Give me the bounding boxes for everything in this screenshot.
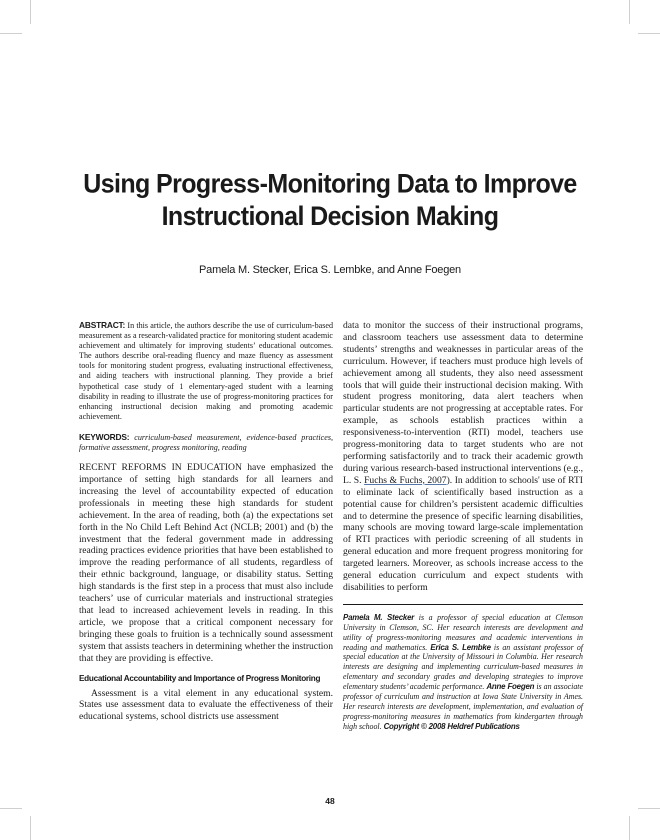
- keywords-text: curriculum-based measurement, evidence-based practices, formative assessment, progress monitoring, reading: [79, 432, 333, 453]
- copyright-notice: Copyright © 2008 Heldref Publications: [383, 721, 520, 731]
- abstract-text: In this article, the authors describe the use of curriculum-based measurement as a research-validated practice for monitoring student academic achievement and ultimately for improving students’ educational outcomes. The authors describe oral-reading fluency and maze fluency as assessment tools for monitoring student progress, evaluating instructional effectiveness, and aiding teachers with instructional planning. They provide a brief hypothetical case study of 1 elementary-aged student with a learning disability in reading to illustrate the use of progress-monitoring practices for enhancing instructional decision making and promoting academic achievement.: [79, 321, 333, 421]
- left-column: [79, 320, 333, 723]
- crop-mark: [629, 816, 630, 840]
- section-paragraph: Assessment is a vital element in any educational system. States use assessment data to evaluate the effectiveness of their educational systems, school districts use assessment: [79, 687, 333, 723]
- section-heading: Educational Accountability and Importance of Progress Monitoring: [79, 673, 321, 683]
- abstract-label: ABSTRACT:: [79, 320, 126, 330]
- crop-mark: [629, 0, 630, 24]
- crop-mark: [638, 808, 660, 809]
- keywords-label: KEYWORDS:: [79, 431, 130, 442]
- article-title: [60, 168, 600, 233]
- keywords: [79, 432, 333, 453]
- crop-mark: [0, 808, 22, 809]
- author2-name: Erica S. Lembke: [430, 642, 491, 652]
- intro-paragraph: RECENT REFORMS IN EDUCATION have emphasized the importance of setting high standards for all learners and increasing the level of accountability expected of education professionals in meeting these high standards for student achievement. In the area of reading, both (a) the expectations set forth in the No Child Left Behind Act (NCLB; 2001) and (b) the investment that the federal government made in addressing reading practices evidence priorities that have been established to improve the reading performance of all students, regardless of their ethnic background, language, or disability status. Setting high standards is the first step in a process that must also include teachers’ use of curricular materials and instructional strategies that lead to increased achievement levels in reading. In this article, we propose that a critical component necessary for bringing these goals to fruition is a technically sound assessment system that assists teachers in determining whether the instruction that they are providing is effective.: [79, 462, 333, 664]
- right-text-part-2: ). In addition to schools' use of RTI to eliminate lack of scientifically based instruction as a potential cause for children’s persistent academic difficulties and to determine the presence of specific learning disabilities, many schools are moving toward large-scale implementation of RTI practices with periodic screening of all students in general education and more frequent progress monitoring for targeted learners. Moreover, as schools increase access to the general education curriculum and expect students with disabilities to perform: [343, 474, 583, 593]
- author1-bio: is a professor of special education at Clemson University in Clemson, SC. Her research interests are development and utility of progress-monitoring measures and academic interventions in reading and mathematics.: [343, 612, 583, 652]
- right-column-paragraph: [343, 320, 583, 594]
- crop-mark: [30, 816, 31, 840]
- citation-link[interactable]: Fuchs & Fuchs, 2007: [364, 474, 447, 486]
- author-list: Pamela M. Stecker, Erica S. Lembke, and Anne Foegen: [199, 264, 461, 276]
- footnote-divider: [343, 604, 583, 605]
- author2-bio: is an assistant professor of special education at the University of Missouri in Columbia. Her research interests are designing and implementing curriculum-based measures in elementary and secondary grades and developing strategies to improve elementary students’ academic performance.: [343, 642, 583, 692]
- author-footnote: [343, 613, 583, 732]
- author3-name: Anne Foegen: [486, 682, 535, 692]
- crop-mark: [638, 33, 660, 34]
- abstract: [79, 320, 333, 422]
- crop-mark: [30, 0, 31, 24]
- author1-name: Pamela M. Stecker: [343, 612, 415, 622]
- crop-mark: [0, 33, 22, 34]
- right-column: [343, 320, 583, 732]
- right-text-part-1: data to monitor the success of their instructional programs, and classroom teachers use assessment data to determine students’ strengths and weaknesses in particular areas of the curriculum. However, if teachers must produce high levels of achievement among all students, they also need assessment tools that will guide their instructional decision making. With student progress monitoring, data alert teachers when particular students are not progressing at acceptable rates. For example, as schools establish practices within a responsiveness-to-intervention (RTI) model, teachers use progress-monitoring data to target students who are not performing satisfactorily and to track their academic growth during various research-based instructional interventions (e.g., L. S.: [343, 320, 583, 486]
- title-line-1: Using Progress-Monitoring Data to Improve: [83, 168, 577, 199]
- title-line-2: Instructional Decision Making: [161, 201, 499, 232]
- page-number: 48: [325, 796, 335, 806]
- author3-bio: is an associate professor of curriculum and instruction at Iowa State University in Ames. Her research interests are development, implementation, and evaluation of progress-monitoring measures in mathematics from kindergarten through high school.: [343, 682, 583, 731]
